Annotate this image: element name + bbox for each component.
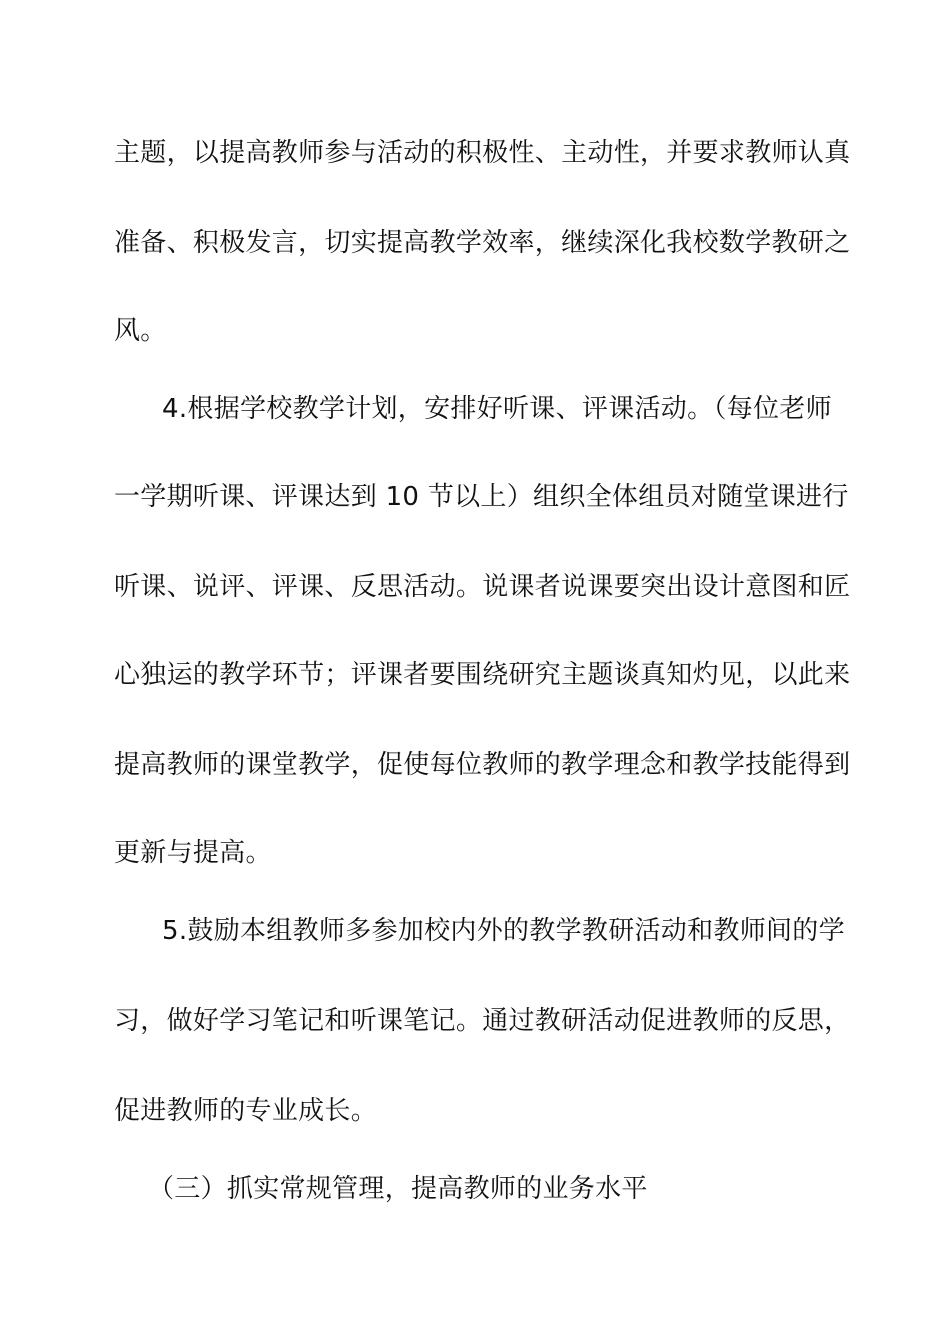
paragraph-line: 听课、说评、评课、反思活动。说课者说课要突出设计意图和匠 xyxy=(114,572,851,602)
section-heading: （三）抓实常规管理，提高教师的业务水平 xyxy=(148,1174,648,1204)
paragraph-line: 一学期听课、评课达到 10 节以上）组织全体组员对随堂课进行 xyxy=(114,482,849,512)
paragraph-line: 5.鼓励本组教师多参加校内外的教学教研活动和教师间的学 xyxy=(162,916,845,946)
paragraph-line: 促进教师的专业成长。 xyxy=(114,1096,378,1126)
paragraph-line: 准备、积极发言，切实提高教学效率，继续深化我校数学教研之 xyxy=(114,228,851,258)
paragraph-line: 心独运的教学环节；评课者要围绕研究主题谈真知灼见，以此来 xyxy=(114,660,851,690)
paragraph-line: 4.根据学校教学计划，安排好听课、评课活动。（每位老师 xyxy=(162,394,832,424)
paragraph-line: 更新与提高。 xyxy=(114,838,272,868)
paragraph-line: 提高教师的课堂教学，促使每位教师的教学理念和教学技能得到 xyxy=(114,750,851,780)
paragraph-line: 主题，以提高教师参与活动的积极性、主动性，并要求教师认真 xyxy=(114,138,851,168)
paragraph-line: 风。 xyxy=(114,316,167,346)
paragraph-line: 习，做好学习笔记和听课笔记。通过教研活动促进教师的反思， xyxy=(114,1006,851,1036)
